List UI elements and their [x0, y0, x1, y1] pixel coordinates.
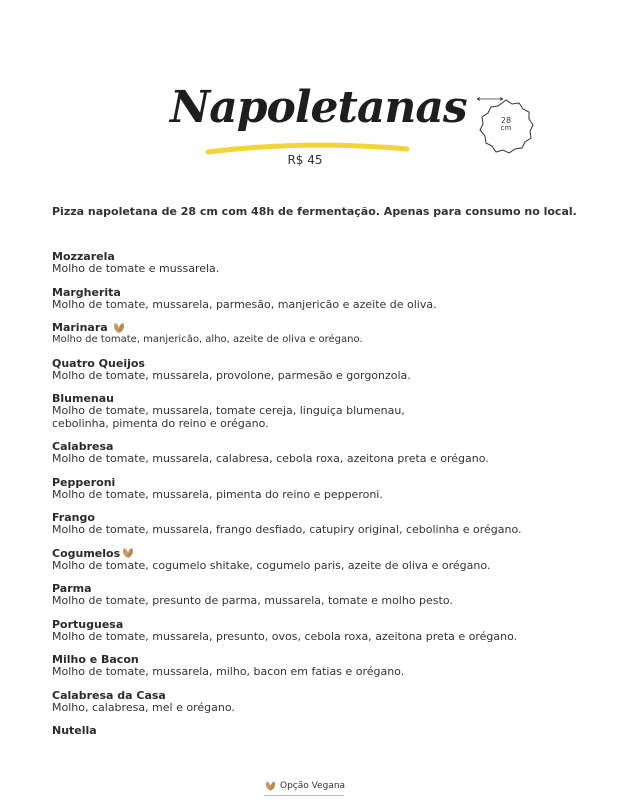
intro-text: Pizza napoletana de 28 cm com 48h de fermentação. Apenas para consumo no local.: [52, 205, 577, 218]
item-name: [52, 476, 572, 489]
divider: [264, 795, 344, 796]
list-item: [52, 357, 572, 383]
item-name-text: Cogumelos: [52, 546, 121, 560]
vegan-legend: [262, 778, 352, 798]
list-item: [52, 547, 572, 573]
list-item: [52, 286, 572, 312]
item-name-text: Mozzarela: [52, 250, 115, 263]
item-name-text: Margherita: [52, 285, 121, 299]
item-description: Molho de tomate, mussarela, calabresa, cebola roxa, azeitona preta e orégano.: [52, 452, 489, 465]
size-unit: cm: [500, 124, 512, 132]
list-item: [52, 321, 572, 347]
leaf-icon: [121, 547, 135, 559]
double-arrow-icon: [476, 97, 504, 101]
leaf-icon: [264, 780, 277, 792]
item-description: Molho de tomate, mussarela, presunto, ovos, cebola roxa, azeitona preta e orégano.: [52, 629, 518, 643]
price-label: R$ 45: [287, 153, 323, 167]
item-description: Molho de tomate, presunto de parma, mussarela, tomate e molho pesto.: [52, 594, 453, 607]
item-name-text: Pepperoni: [52, 475, 116, 489]
item-name-text: Frango: [52, 511, 95, 524]
item-name: [52, 618, 572, 631]
item-name: [52, 321, 572, 334]
item-name-text: Calabresa da Casa: [52, 688, 166, 702]
item-name: [52, 689, 572, 702]
item-description: Molho de tomate, manjericão, alho, azeite de oliva e orégano.: [52, 334, 363, 345]
list-item: [52, 440, 572, 466]
header: [170, 78, 467, 168]
item-description: Molho de tomate, mussarela, tomate cereja, linguiça blumenau,: [52, 404, 405, 417]
list-item: [52, 250, 572, 276]
list-item: [52, 511, 572, 537]
item-description: Molho, calabresa, mel e orégano.: [52, 700, 235, 714]
item-name-text: Milho e Bacon: [52, 653, 139, 666]
list-item: [52, 392, 572, 430]
size-badge: [476, 97, 536, 157]
item-description: Molho de tomate, mussarela, pimenta do reino e pepperoni.: [52, 487, 383, 501]
item-name-text: Calabresa: [52, 440, 114, 453]
item-description: Molho de tomate, mussarela, parmesão, manjericão e azeite de oliva.: [52, 297, 437, 311]
item-name-text: Quatro Queijos: [52, 356, 145, 370]
item-name-text: Parma: [52, 582, 92, 595]
list-item: [52, 618, 572, 644]
item-description: Molho de tomate, mussarela, provolone, parmesão e gorgonzola.: [52, 368, 411, 382]
item-name: [52, 357, 572, 370]
vegan-legend-label: Opção Vegana: [280, 781, 346, 791]
item-name: [52, 724, 572, 737]
item-description: Molho de tomate, mussarela, milho, bacon em fatias e orégano.: [52, 665, 405, 678]
list-item: [52, 689, 572, 715]
list-item: [52, 476, 572, 502]
list-item: [52, 653, 572, 679]
item-description: Molho de tomate, mussarela, frango desfiado, catupiry original, cebolinha e orégano.: [52, 523, 522, 536]
list-item: [52, 582, 572, 608]
item-description: Molho de tomate, cogumelo shitake, cogumelo paris, azeite de oliva e orégano.: [52, 558, 491, 572]
item-name: [52, 547, 572, 560]
menu-list: [52, 250, 572, 747]
item-name-text: Nutella: [52, 724, 97, 737]
item-name: [52, 286, 572, 299]
item-description: Molho de tomate e mussarela.: [52, 262, 220, 275]
leaf-icon: [112, 322, 126, 334]
item-name-text: Portuguesa: [52, 617, 124, 631]
page-title: Napoletanas: [170, 82, 467, 133]
size-number: 28: [500, 116, 512, 125]
item-description: cebolinha, pimenta do reino e orégano.: [52, 416, 269, 430]
item-name-text: Marinara: [52, 321, 108, 334]
list-item: [52, 724, 572, 737]
item-name-text: Blumenau: [52, 392, 114, 405]
